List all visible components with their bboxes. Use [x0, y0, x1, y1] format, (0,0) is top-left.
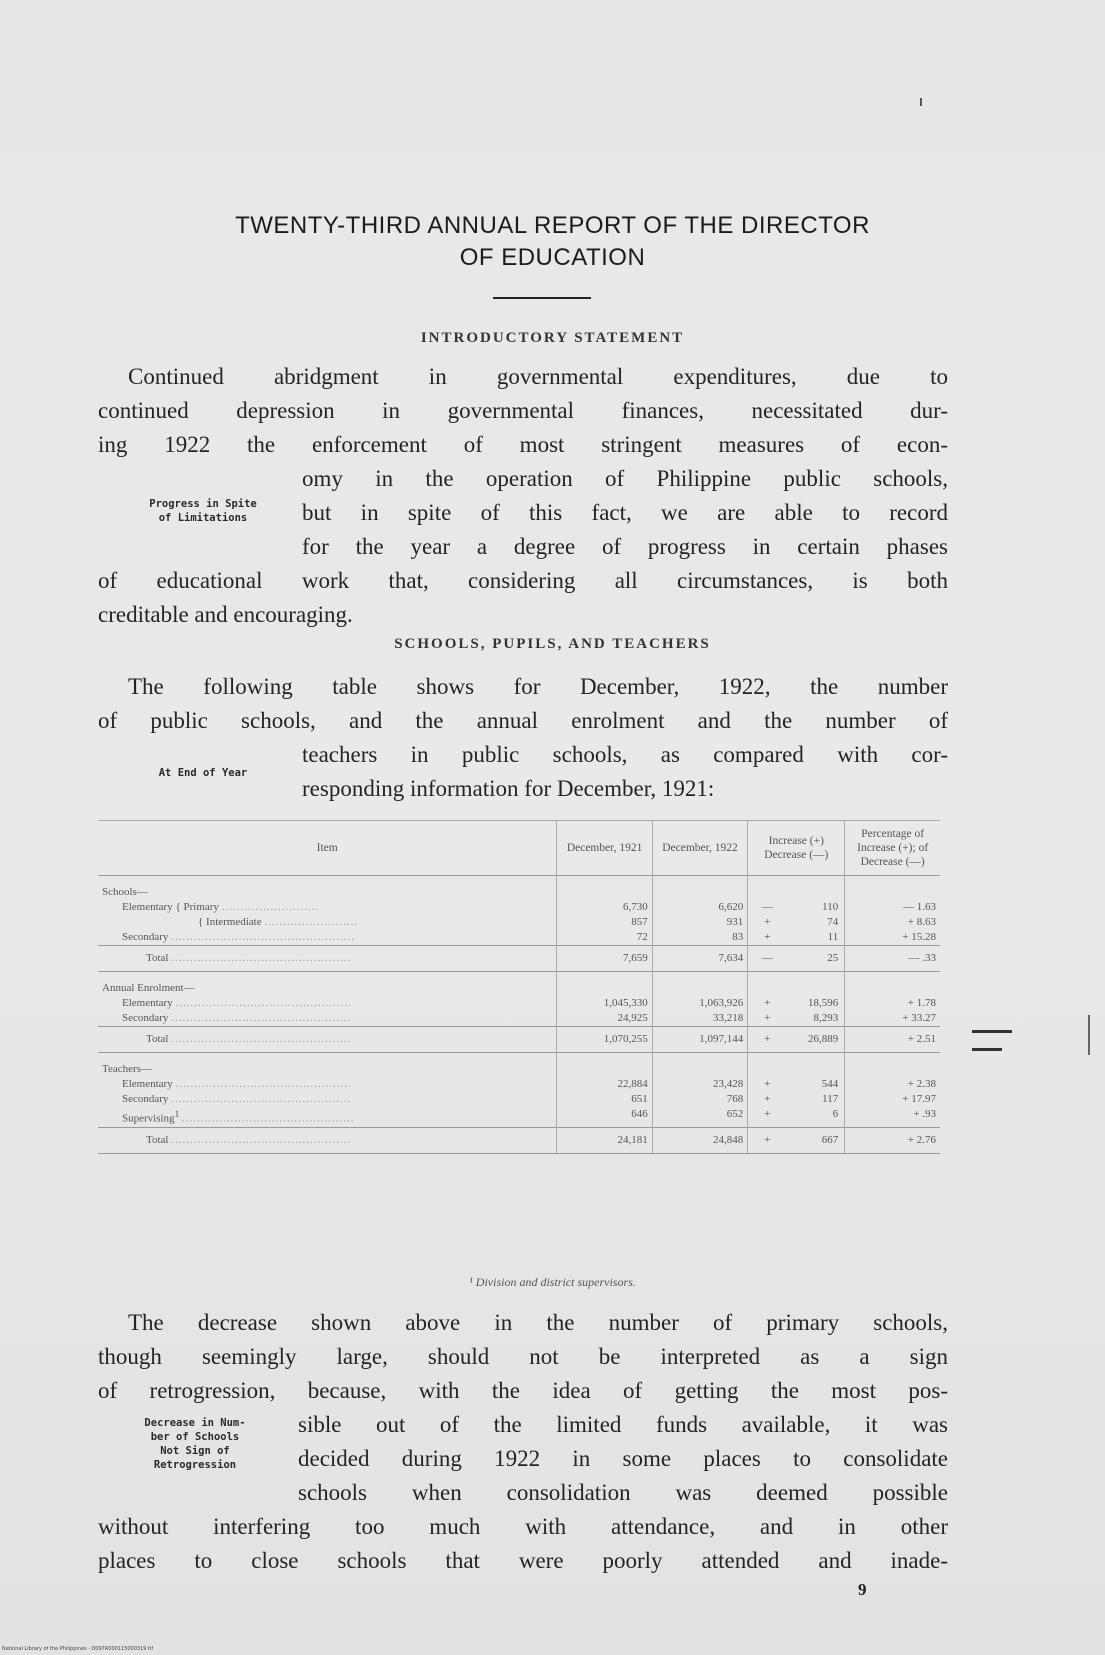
paragraph-line: schools when consolidation was deemed possible	[298, 1480, 948, 1505]
cell-change: 6	[832, 1108, 839, 1120]
margin-note-decrease	[100, 1416, 290, 1472]
row-label: Schools—	[102, 886, 148, 898]
cell-1922: 7,634	[652, 946, 747, 972]
paragraph-line: without interfering too much with attendance, and in other	[98, 1514, 948, 1539]
cell-1921: 72	[557, 930, 652, 946]
report-title-line1: TWENTY-THIRD ANNUAL REPORT OF THE DIRECTOR	[235, 212, 870, 239]
row-label: Secondary	[122, 1012, 169, 1024]
row-label: Elementary	[122, 1078, 173, 1090]
row-sublabel: Primary	[183, 901, 219, 913]
paragraph-line: of public schools, and the annual enrolment and the number of	[98, 708, 948, 733]
cell-1922: 24,848	[652, 1127, 747, 1153]
paragraph-line: omy in the operation of Philippine public schools,	[302, 466, 948, 491]
margin-note-line: ber of Schools	[150, 1431, 240, 1443]
margin-note-line: Progress in Spite	[149, 498, 257, 510]
paragraph-line: sible out of the limited funds available, it was	[298, 1412, 948, 1437]
cell-1921: 646	[557, 1107, 652, 1127]
cell-pct-sign: +	[902, 1012, 909, 1024]
cell-sign: +	[764, 1108, 771, 1120]
paragraph-line: of retrogression, because, with the idea of getting the most pos-	[98, 1378, 948, 1403]
paragraph-line: The decrease shown above in the number of primary schools,	[128, 1310, 948, 1335]
header-dec1922: December, 1922	[652, 821, 747, 876]
table-row: Secondary ................................................ 24,925 33,218 + 8,293 + 33.27	[98, 1011, 940, 1027]
table-row: Elementary { Primary .......................... 6,730 6,620 — 110 — 1.63	[98, 900, 940, 915]
margin-note-line: Decrease in Num-	[144, 1417, 246, 1429]
row-label: Total	[146, 952, 169, 964]
margin-note-progress	[113, 497, 293, 525]
cell-pct: .93	[922, 1108, 936, 1120]
row-sublabel: Intermediate	[206, 916, 262, 928]
margin-note-line: of Limitations	[158, 512, 248, 524]
row-label: Elementary	[122, 997, 173, 1009]
cell-pct-sign: +	[902, 931, 909, 943]
table-header-row	[98, 821, 940, 876]
header-item: Item	[98, 821, 557, 876]
paragraph-line: ing 1922 the enforcement of most stringent measures of econ-	[98, 432, 948, 457]
table-row: Secondary ................................................ 651 768 + 117 + 17.97	[98, 1092, 940, 1107]
table-row: Elementary ............................................... 1,045,330 1,063,926 + 18,596 + 1.78	[98, 996, 940, 1011]
margin-dash-mark	[972, 1030, 1012, 1033]
table-total-row: Total ................................................ 24,181 24,848 + 667 + 2.76	[98, 1127, 940, 1153]
cell-sign: +	[764, 931, 771, 943]
paragraph-line: though seemingly large, should not be interpreted as a sign	[98, 1344, 948, 1369]
row-label: Secondary	[122, 931, 169, 943]
row-label: Annual Enrolment—	[102, 982, 195, 994]
cell-1921: 24,925	[557, 1011, 652, 1027]
cell-change: 74	[827, 916, 839, 928]
margin-note-line: Not Sign of	[160, 1445, 230, 1457]
row-label: Total	[146, 1033, 169, 1045]
paragraph-line: of educational work that, considering all circumstances, is both	[98, 568, 948, 593]
table-row	[98, 876, 940, 901]
section-heading-schools: SCHOOLS, PUPILS, AND TEACHERS	[394, 636, 711, 652]
cell-pct: 1.63	[916, 901, 936, 913]
cell-1921: 7,659	[557, 946, 652, 972]
cell-sign: +	[764, 1093, 771, 1105]
row-label: Secondary	[122, 1093, 169, 1105]
cell-sign: —	[761, 952, 773, 964]
cell-change: 18,596	[807, 997, 839, 1009]
paragraph-line: The following table shows for December, 1922, the number	[128, 674, 948, 699]
cell-pct: 2.38	[916, 1078, 936, 1090]
cell-pct-sign: +	[907, 916, 914, 928]
cell-1921: 857	[557, 915, 652, 930]
paragraph-line: creditable and encouraging.	[98, 602, 353, 627]
cell-1922: 1,097,144	[652, 1027, 747, 1053]
cell-pct: 2.51	[916, 1033, 936, 1045]
cell-1922: 1,063,926	[652, 996, 747, 1011]
cell-sign: +	[764, 916, 771, 928]
table-total-row: Total ................................................ 1,070,255 1,097,144 + 26,889 + 2.51	[98, 1027, 940, 1053]
margin-dash-mark	[972, 1048, 1002, 1051]
cell-sign: +	[764, 1033, 771, 1045]
cell-sign: +	[764, 1078, 771, 1090]
cell-change: 544	[821, 1078, 839, 1090]
report-title-line2: OF EDUCATION	[459, 244, 646, 271]
paragraph-line: Continued abridgment in governmental expenditures, due to	[128, 364, 948, 389]
cell-1921: 1,045,330	[557, 996, 652, 1011]
cell-sign: —	[761, 901, 773, 913]
table-row	[98, 972, 940, 997]
margin-note-line: Retrogression	[153, 1459, 237, 1471]
table-row: Secondary ................................................. 72 83 + 11 + 15.28	[98, 930, 940, 946]
cell-change: 667	[821, 1133, 839, 1146]
margin-note-line: At End of Year	[158, 767, 248, 779]
cell-pct: .33	[922, 952, 936, 964]
cell-pct: 17.97	[911, 1093, 936, 1105]
cell-sign: +	[764, 997, 771, 1009]
margin-note-end-of-year	[113, 766, 293, 780]
cell-change: 11	[827, 931, 839, 943]
cell-sign: +	[764, 1012, 771, 1024]
cell-1921: 1,070,255	[557, 1027, 652, 1053]
table-row: Supervising$^1$ .............................................. 646 652 + 6 + .93	[98, 1107, 940, 1127]
cell-pct: 8.63	[916, 916, 936, 928]
header-change: Increase (+) Decrease (—)	[748, 821, 845, 876]
paragraph-line: for the year a degree of progress in certain phases	[302, 534, 948, 559]
cell-pct-sign: +	[913, 1108, 920, 1120]
header-percentage: Percentage of Increase (+); of Decrease (—)	[845, 821, 940, 876]
paragraph-line: continued depression in governmental finances, necessitated dur-	[98, 398, 948, 423]
paragraph-line: places to close schools that were poorly attended and inade-	[98, 1548, 948, 1573]
section-heading-introductory: INTRODUCTORY STATEMENT	[420, 330, 685, 346]
cell-pct: 15.28	[911, 931, 936, 943]
row-label: Teachers—	[102, 1063, 152, 1075]
cell-pct-sign: —	[903, 901, 914, 913]
cell-1922: 83	[652, 930, 747, 946]
table-total-row: Total ................................................ 7,659 7,634 — 25 — .33	[98, 946, 940, 972]
header-dec1921: December, 1921	[557, 821, 652, 876]
cell-change: 25	[827, 952, 839, 964]
cell-1922: 768	[652, 1092, 747, 1107]
margin-vertical-mark	[1088, 1015, 1090, 1055]
cell-1922: 6,620	[652, 900, 747, 915]
speck-mark	[920, 98, 922, 106]
paragraph-line: but in spite of this fact, we are able to record	[302, 500, 948, 525]
footnote-marker: 1	[174, 1109, 180, 1119]
cell-sign: +	[764, 1133, 771, 1146]
paragraph-line: responding information for December, 1921:	[302, 776, 715, 801]
paragraph-line: teachers in public schools, as compared with cor-	[302, 742, 948, 767]
cell-pct: 33.27	[911, 1012, 936, 1024]
cell-change: 110	[822, 901, 839, 913]
cell-change: 117	[822, 1093, 839, 1105]
table-row: Elementary ............................................... 22,884 23,428 + 544 + 2.38	[98, 1077, 940, 1092]
cell-pct: 1.78	[916, 997, 936, 1009]
cell-1921: 651	[557, 1092, 652, 1107]
cell-1922: 33,218	[652, 1011, 747, 1027]
cell-1921: 6,730	[557, 900, 652, 915]
table-row	[98, 1053, 940, 1078]
cell-pct-sign: —	[908, 952, 920, 964]
statistics-table	[98, 820, 940, 1154]
cell-change: 8,293	[813, 1012, 839, 1024]
table-footnote: ¹ Division and district supervisors.	[469, 1275, 636, 1289]
cell-1921: 24,181	[557, 1127, 652, 1153]
title-divider	[493, 297, 591, 299]
cell-pct: 2.76	[916, 1133, 936, 1146]
cell-pct-sign: +	[902, 1093, 909, 1105]
cell-1921: 22,884	[557, 1077, 652, 1092]
cell-1922: 652	[652, 1107, 747, 1127]
row-label: Supervising	[122, 1112, 175, 1125]
table-row: { Intermediate ......................... 857 931 + 74 + 8.63	[98, 915, 940, 930]
row-label: Total	[146, 1133, 169, 1146]
paragraph-line: decided during 1922 in some places to consolidate	[298, 1446, 948, 1471]
page-number: 9	[858, 1580, 867, 1599]
cell-pct-sign: +	[907, 1078, 914, 1090]
cell-1922: 931	[652, 915, 747, 930]
cell-pct-sign: +	[907, 1033, 914, 1045]
cell-1922: 23,428	[652, 1077, 747, 1092]
cell-pct-sign: +	[907, 997, 914, 1009]
archive-footer: National Library of the Philippines · D097R000115000319 tif	[2, 1646, 154, 1652]
cell-change: 26,889	[807, 1033, 839, 1045]
cell-pct-sign: +	[907, 1133, 914, 1146]
row-label: Elementary	[122, 901, 173, 913]
